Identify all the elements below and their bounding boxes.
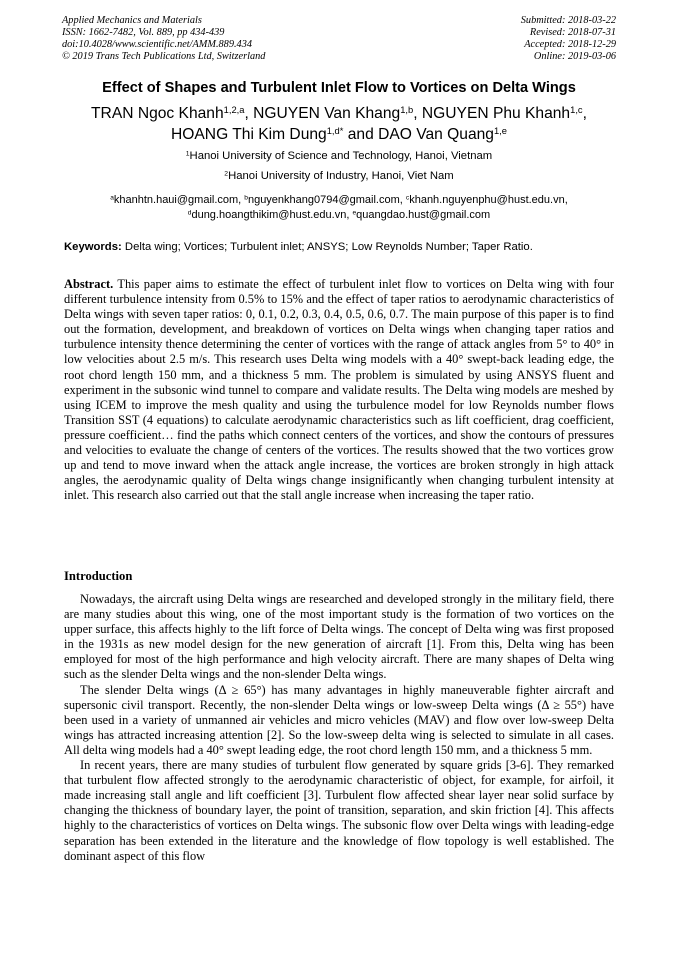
- abstract-paragraph: [64, 277, 614, 503]
- author-affiliation-marker: 1,2,a: [223, 104, 245, 115]
- email-marker: d: [187, 209, 192, 217]
- copyright-line: © 2019 Trans Tech Publications Ltd, Switzerland: [62, 51, 266, 62]
- affiliation-1: [40, 150, 638, 162]
- affiliation-text: Hanoi University of Industry, Hanoi, Viet Nam: [228, 170, 454, 182]
- email-address: nguyenkhang0794@gmail.com,: [247, 194, 403, 206]
- email-address: quangdao.hust@gmail.com: [356, 209, 491, 221]
- paper-title: Effect of Shapes and Turbulent Inlet Flow to Vortices on Delta Wings: [102, 80, 576, 96]
- keywords-label: Keywords:: [64, 241, 122, 253]
- online-date: Online: 2019-03-06: [533, 51, 616, 62]
- email-marker: a: [110, 194, 114, 202]
- author-affiliation-marker: 1,e: [493, 125, 507, 136]
- email-address: khanhtn.haui@gmail.com,: [113, 194, 242, 206]
- doi-line: doi:10.4028/www.scientific.net/AMM.889.434: [62, 39, 252, 50]
- publication-dates: [521, 15, 616, 63]
- author-list: [40, 103, 638, 145]
- email-marker: c: [405, 194, 410, 202]
- author-name: NGUYEN Van Khang: [253, 105, 401, 122]
- introduction-heading: Introduction: [64, 569, 133, 583]
- abstract-label: Abstract.: [64, 277, 114, 291]
- email-address: khanh.nguyenphu@hust.edu.vn,: [409, 194, 568, 206]
- affiliation-2: [40, 170, 638, 182]
- keywords-line: [64, 241, 624, 253]
- author-name: TRAN Ngoc Khanh: [91, 105, 224, 122]
- email-line-1: [40, 193, 638, 208]
- author-affiliation-marker: 1,b: [400, 104, 414, 115]
- body-paragraph: Nowadays, the aircraft using Delta wings are researched and developed strongly in the military field, there are many studies about this wing, one of the most important study is the formation of two vortices on the upper surface, this affects highly to the lift force of Delta wings. The concept of Delta wing was first proposed in the 1931s as new model design for the new generation of aircraft [1]. From this, Delta wing has been employed for most of the high performance and high velocity aircraft. There are many shapes of Delta wing such as the slender Delta wings and the non-slender Delta wings.: [64, 592, 614, 682]
- email-marker: b: [244, 194, 248, 202]
- journal-name: Applied Mechanics and Materials: [62, 15, 202, 26]
- revised-date: Revised: 2018-07-31: [529, 27, 616, 38]
- keywords-text: Delta wing; Vortices; Turbulent inlet; ANSYS; Low Reynolds Number; Taper Ratio.: [124, 241, 533, 253]
- author-line-2: [40, 124, 638, 145]
- author-name: DAO Van Quang: [378, 126, 494, 143]
- email-line-2: [40, 208, 638, 223]
- introduction-body: [64, 592, 614, 864]
- email-address: dung.hoangthikim@hust.edu.vn,: [191, 209, 350, 221]
- abstract-text: This paper aims to estimate the effect of turbulent inlet flow to vortices on Delta wing with four different turbulence intensity from 0.5% to 15% and the effect of taper ratios to aerodynamic characteristics of Delta wings with seven taper ratios: 0, 0.1, 0.2, 0.3, 0.4, 0.5, 0.6, 0.7. The main purpose of this paper is to find out the formation, development, and breakdown of vortices on Delta wings when changing taper ratios and turbulence intensity thence determining the center of vortices with the range of attack angles from 5° to 40° in low velocities about 2.5 m/s. This research uses Delta wing models with a 40° swept-back leading edge, the root chord length 150 mm, and a thickness 5 mm. The problem is simulated by using ANSYS fluent and experiment in the subsonic wind tunnel to compare and validate results. The Delta wing models are meshed by using ICEM to improve the mesh quality and using the turbulence model for low Reynolds number flows Transition SST (4 equations) to calculate aerodynamic characteristics such as lift coefficient, drag coefficient, pressure coefficient… find the paths which connect centers of the vortices, and show the contours of pressures and velocities to evaluate the change of centers of the vortices. The results showed that the two vortices grow up and tend to move inward when the attack angle increase, the vortices are broken strongly in high attack angles, the aerodynamic quality of Delta wings change insignificantly when changing turbulent intensity at inlet. This research also carried out that the stall angle increase when increasing the taper ratio.: [64, 277, 615, 503]
- author-affiliation-marker: 1,c: [570, 104, 583, 115]
- author-conjunction: and: [347, 126, 374, 143]
- body-paragraph: The slender Delta wings (Δ ≥ 65°) has many advantages in highly maneuverable fighter aircraft and supersonic civil transport. Recently, the non-slender Delta wings or low-sweep Delta wings (Δ ≥ 55°) have been used in a variety of unmanned air vehicles and micro vehicles (MAV) and flow over low-sweep Delta wings has attracted increasing attention [2]. So the low-sweep delta wing is selected to simulate in all cases. All delta wing models had a 40° swept leading edge, the root chord length 150 mm, and a thickness 5 mm.: [64, 682, 614, 757]
- affiliation-marker: 2: [224, 170, 229, 178]
- author-name: HOANG Thi Kim Dung: [171, 126, 327, 143]
- author-name: NGUYEN Phu Khanh: [421, 105, 571, 122]
- body-paragraph: In recent years, there are many studies of turbulent flow generated by square grids [3-6]. They remarked that turbulent flow affected strongly to the aerodynamic characteristic of object, for example, for airfoil, it made increasing stall angle and lift coefficient [3]. Turbulent flow affected shear layer near solid surface by changing the thickness of boundary layer, the point of transition, separation, and skin friction [4]. This affects highly to the characteristics of vortices on Delta wings. The subsonic flow over Delta wings with leading-edge separation has been extended in the literature and the knowledge of flow topology is well established. The dominant aspect of this flow: [64, 758, 614, 863]
- affiliation-text: Hanoi University of Science and Technology, Hanoi, Vietnam: [189, 150, 493, 162]
- author-line-1: TRAN Ngoc Khanh$^{1,2,a}$, NGUYEN Van Khang$^{1,b}$, NGUYEN Phu Khanh$^{1,c}$,: [91, 104, 587, 122]
- journal-info: [62, 15, 265, 63]
- issn-line: ISSN: 1662-7482, Vol. 889, pp 434-439: [62, 27, 225, 38]
- author-emails: [40, 193, 638, 223]
- author-affiliation-marker: 1,d*: [326, 125, 344, 136]
- affiliation-marker: 1: [185, 150, 190, 158]
- accepted-date: Accepted: 2018-12-29: [524, 39, 616, 50]
- email-marker: e: [352, 209, 357, 217]
- submitted-date: Submitted: 2018-03-22: [520, 15, 616, 26]
